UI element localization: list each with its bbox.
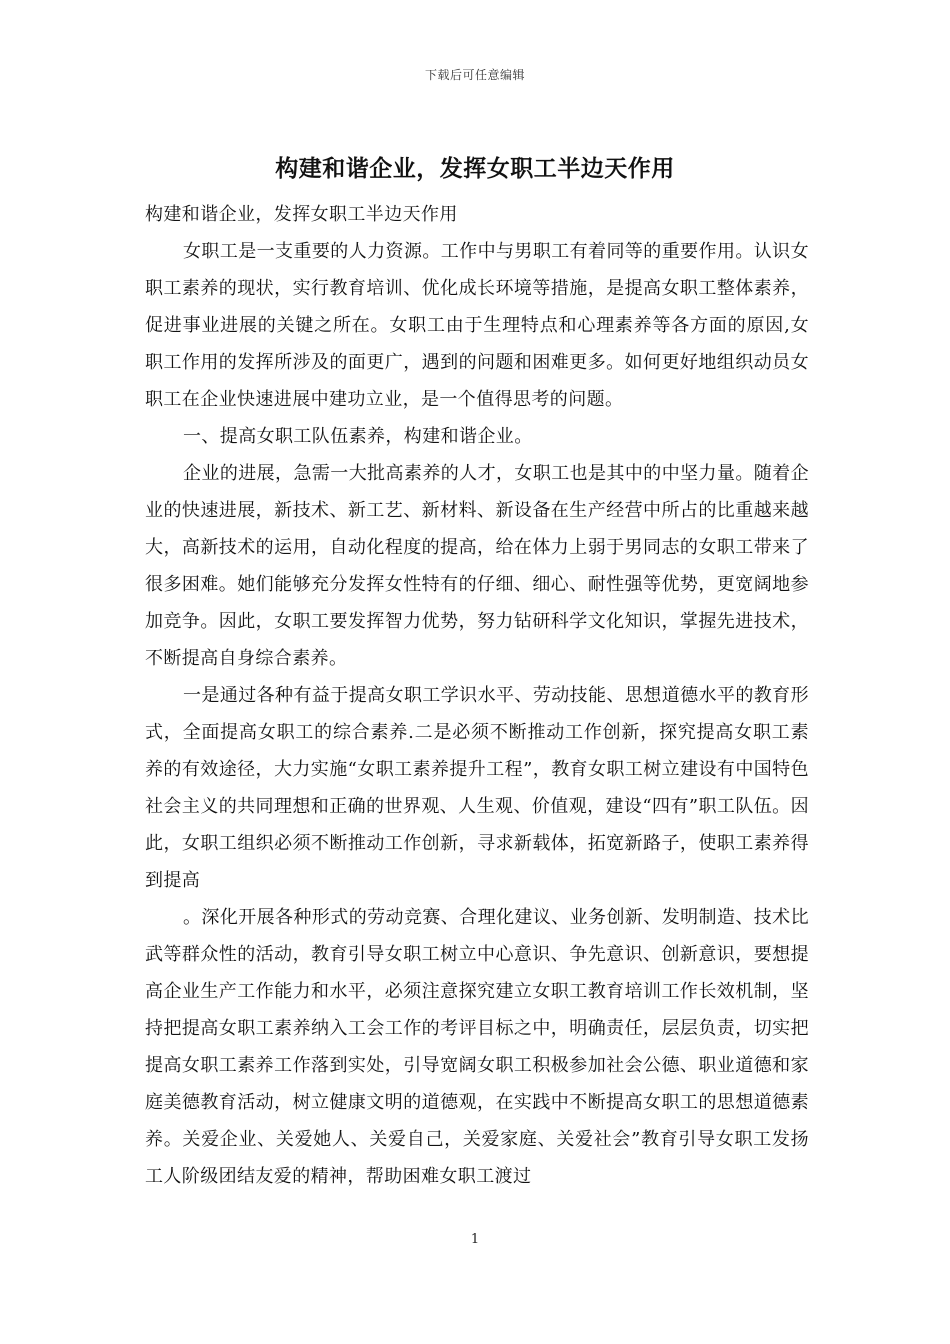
document-title: 构建和谐企业，发挥女职工半边天作用 <box>275 155 675 182</box>
paragraph-measures: 一是通过各种有益于提高女职工学识水平、劳动技能、思想道德水平的教育形式，全面提高女职工的综合素养.二是必须不断推动工作创新，探究提高女职工素养的有效途径，大力实施“女职工素养提升工程”，教育女职工树立建设有中国特色社会主义的共同理想和正确的世界观、人生观、价值观，建设“四有”职工队伍。因此，女职工组织必须不断推动工作创新，寻求新载体，拓宽新路子，使职工素养得到提高 <box>145 685 809 891</box>
subtitle-line: 构建和谐企业，发挥女职工半边天作用 <box>145 204 458 225</box>
paragraph-intro: 女职工是一支重要的人力资源。工作中与男职工有着同等的重要作用。认识女职工素养的现状，实行教育培训、优化成长环境等措施，是提高女职工整体素养，促进事业进展的关键之所在。女职工由于生理特点和心理素养等各方面的原因,女职工作用的发挥所涉及的面更广，遇到的问题和困难更多。如何更好地组织动员女职工在企业快速进展中建功立业，是一个值得思考的问题。 <box>145 241 809 410</box>
paragraph-development: 企业的进展，急需一大批高素养的人才，女职工也是其中的中坚力量。随着企业的快速进展，新技术、新工艺、新材料、新设备在生产经营中所占的比重越来越大，高新技术的运用，自动化程度的提高，给在体力上弱于男同志的女职工带来了很多困难。她们能够充分发挥女性特有的仔细、细心、耐性强等优势，更宽阔地参加竞争。因此，女职工要发挥智力优势，努力钻研科学文化知识，掌握先进技术，不断提高自身综合素养。 <box>145 463 809 669</box>
header-note: 下载后可任意编辑 <box>424 68 525 82</box>
paragraph-activities: 。深化开展各种形式的劳动竞赛、合理化建议、业务创新、发明制造、技术比武等群众性的活动，教育引导女职工树立中心意识、争先意识、创新意识，要想提高企业生产工作能力和水平，必须注意探究建立女职工教育培训工作长效机制，坚持把提高女职工素养纳入工会工作的考评目标之中，明确责任，层层负责，切实把提高女职工素养工作落到实处，引导宽阔女职工积极参加社会公德、职业道德和家庭美德教育活动，树立健康文明的道德观，在实践中不断提高女职工的思想道德素养。关爱企业、关爱她人、关爱自己，关爱家庭、关爱社会”教育引导女职工发扬工人阶级团结友爱的精神，帮助困难女职工渡过 <box>145 907 809 1187</box>
document-body <box>145 196 809 1195</box>
section-heading: 一、提高女职工队伍素养，构建和谐企业。 <box>183 426 533 447</box>
page-number: 1 <box>470 1232 480 1247</box>
